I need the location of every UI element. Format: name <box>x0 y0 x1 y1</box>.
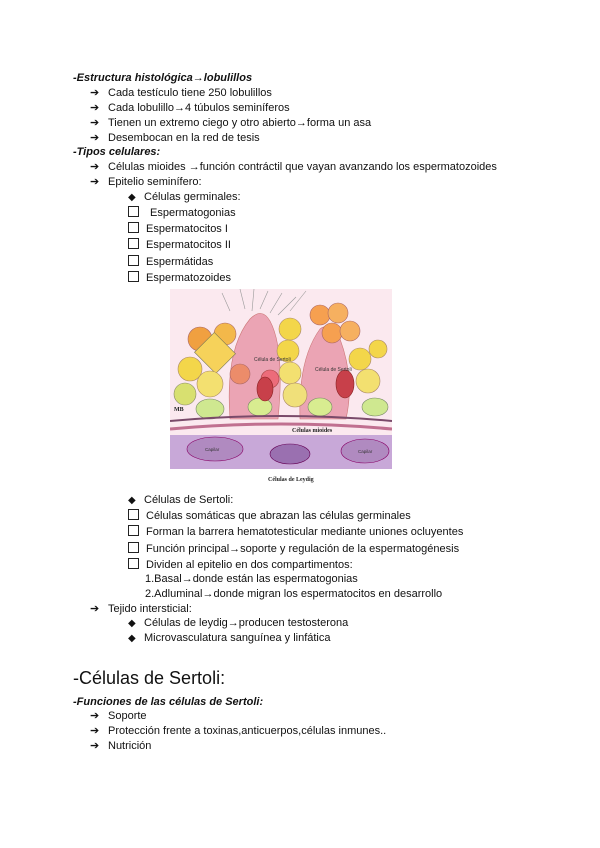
list-item <box>90 101 290 115</box>
checkbox-icon <box>128 271 139 282</box>
list-item-text: Cada lobulillo→4 túbulos seminíferos <box>108 102 290 114</box>
checkbox-item <box>128 222 228 236</box>
label-mioides: Células mioides <box>292 428 333 434</box>
arrow-icon: ➔ <box>90 710 100 722</box>
arrow-icon: ➔ <box>90 117 100 129</box>
list-item-text: Soporte <box>108 710 147 722</box>
checkbox-icon <box>128 509 139 520</box>
checkbox-item-text: Espermatozoides <box>146 272 231 284</box>
checkbox-item-text: Dividen al epitelio en dos compartimentos: <box>146 559 353 571</box>
arrow-icon: ➔ <box>90 102 100 114</box>
checkbox-item-text: Espermatocitos I <box>146 223 228 235</box>
checkbox-item <box>128 525 463 539</box>
arrow-icon: ➔ <box>90 740 100 752</box>
diamond-item <box>128 616 348 631</box>
heading-funciones: -Funciones de las células de Sertoli: <box>73 696 264 708</box>
list-item <box>90 602 192 616</box>
arrow-icon: ➔ <box>90 725 100 737</box>
sub-item: 1.Basal→donde están las espermatogonias <box>145 573 358 585</box>
list-item <box>90 116 371 130</box>
checkbox-icon <box>128 238 139 249</box>
leydig-cells <box>270 444 310 464</box>
germinal-title-text: Células germinales: <box>144 191 241 203</box>
list-item-text: Tejido intersticial: <box>108 603 192 615</box>
arrow-icon: ➔ <box>90 132 100 144</box>
arrow-icon: ➔ <box>90 161 100 173</box>
list-item <box>90 175 202 189</box>
checkbox-item <box>128 255 213 269</box>
sertoli-title <box>128 493 233 508</box>
sertoli-title-text: Células de Sertoli: <box>144 494 234 506</box>
seminiferous-epithelium-figure <box>170 289 392 485</box>
heading-estructura: -Estructura histológica→lobulillos <box>73 72 253 84</box>
label-capilar-left: Capilar <box>205 447 220 452</box>
checkbox-item <box>128 509 411 523</box>
section-title-sertoli: -Células de Sertoli: <box>73 668 226 688</box>
checkbox-icon <box>128 558 139 569</box>
list-item <box>90 739 151 753</box>
label-sertoli-left: Célula de Sertoli <box>254 357 291 363</box>
list-item-text: Protección frente a toxinas,anticuerpos,células inmunes.. <box>108 725 387 737</box>
checkbox-item-text: Forman la barrera hematotesticular mediante uniones ocluyentes <box>146 526 464 538</box>
list-item-text: Cada testículo tiene 250 lobulillos <box>108 87 272 99</box>
list-item <box>90 724 386 738</box>
germinal-title <box>128 190 241 205</box>
list-item <box>90 86 272 100</box>
diamond-bullet-icon: ◆ <box>128 495 136 506</box>
diamond-item-text: Microvasculatura sanguínea y linfática <box>144 632 331 644</box>
list-item-text: Epitelio seminífero: <box>108 176 202 188</box>
diamond-bullet-icon: ◆ <box>128 192 136 203</box>
checkbox-item-text: Función principal→soporte y regulación de la espermatogénesis <box>146 543 460 555</box>
list-item-text: Tienen un extremo ciego y otro abierto→forma un asa <box>108 117 372 129</box>
diamond-item-text: Células de leydig→producen testosterona <box>144 617 349 629</box>
checkbox-item <box>128 238 231 252</box>
diamond-bullet-icon: ◆ <box>128 633 136 644</box>
checkbox-item-text: Células somáticas que abrazan las células germinales <box>146 510 411 522</box>
list-item <box>90 131 260 145</box>
label-mb: MB <box>174 407 184 413</box>
diamond-item <box>128 631 330 646</box>
arrow-icon: ➔ <box>90 603 100 615</box>
checkbox-icon <box>128 222 139 233</box>
label-capilar-right: Capilar <box>358 449 373 454</box>
arrow-icon: ➔ <box>90 87 100 99</box>
checkbox-item-text: Espermatocitos II <box>146 239 231 251</box>
list-item <box>90 160 497 174</box>
checkbox-item <box>128 206 236 220</box>
checkbox-item <box>128 542 459 556</box>
checkbox-item-text: Espermátidas <box>146 256 214 268</box>
checkbox-item-text: Espermatogonias <box>150 207 236 219</box>
checkbox-item <box>128 558 353 572</box>
diamond-bullet-icon: ◆ <box>128 618 136 629</box>
heading-tipos-celulares: -Tipos celulares: <box>73 146 161 158</box>
list-item-text: Desembocan en la red de tesis <box>108 132 260 144</box>
sub-item: 2.Adluminal→donde migran los espermatocitos en desarrollo <box>145 588 443 600</box>
figure-caption: Células de Leydig <box>268 477 314 483</box>
label-sertoli-right: Célula de Sertoli <box>315 367 352 373</box>
checkbox-icon <box>128 542 139 553</box>
arrow-icon: ➔ <box>90 176 100 188</box>
checkbox-item <box>128 271 231 285</box>
checkbox-icon <box>128 525 139 536</box>
list-item-text: Células mioides →función contráctil que vayan avanzando los espermatozoides <box>108 161 497 173</box>
list-item-text: Nutrición <box>108 740 152 752</box>
checkbox-icon <box>128 206 139 217</box>
checkbox-icon <box>128 255 139 266</box>
list-item <box>90 709 147 723</box>
